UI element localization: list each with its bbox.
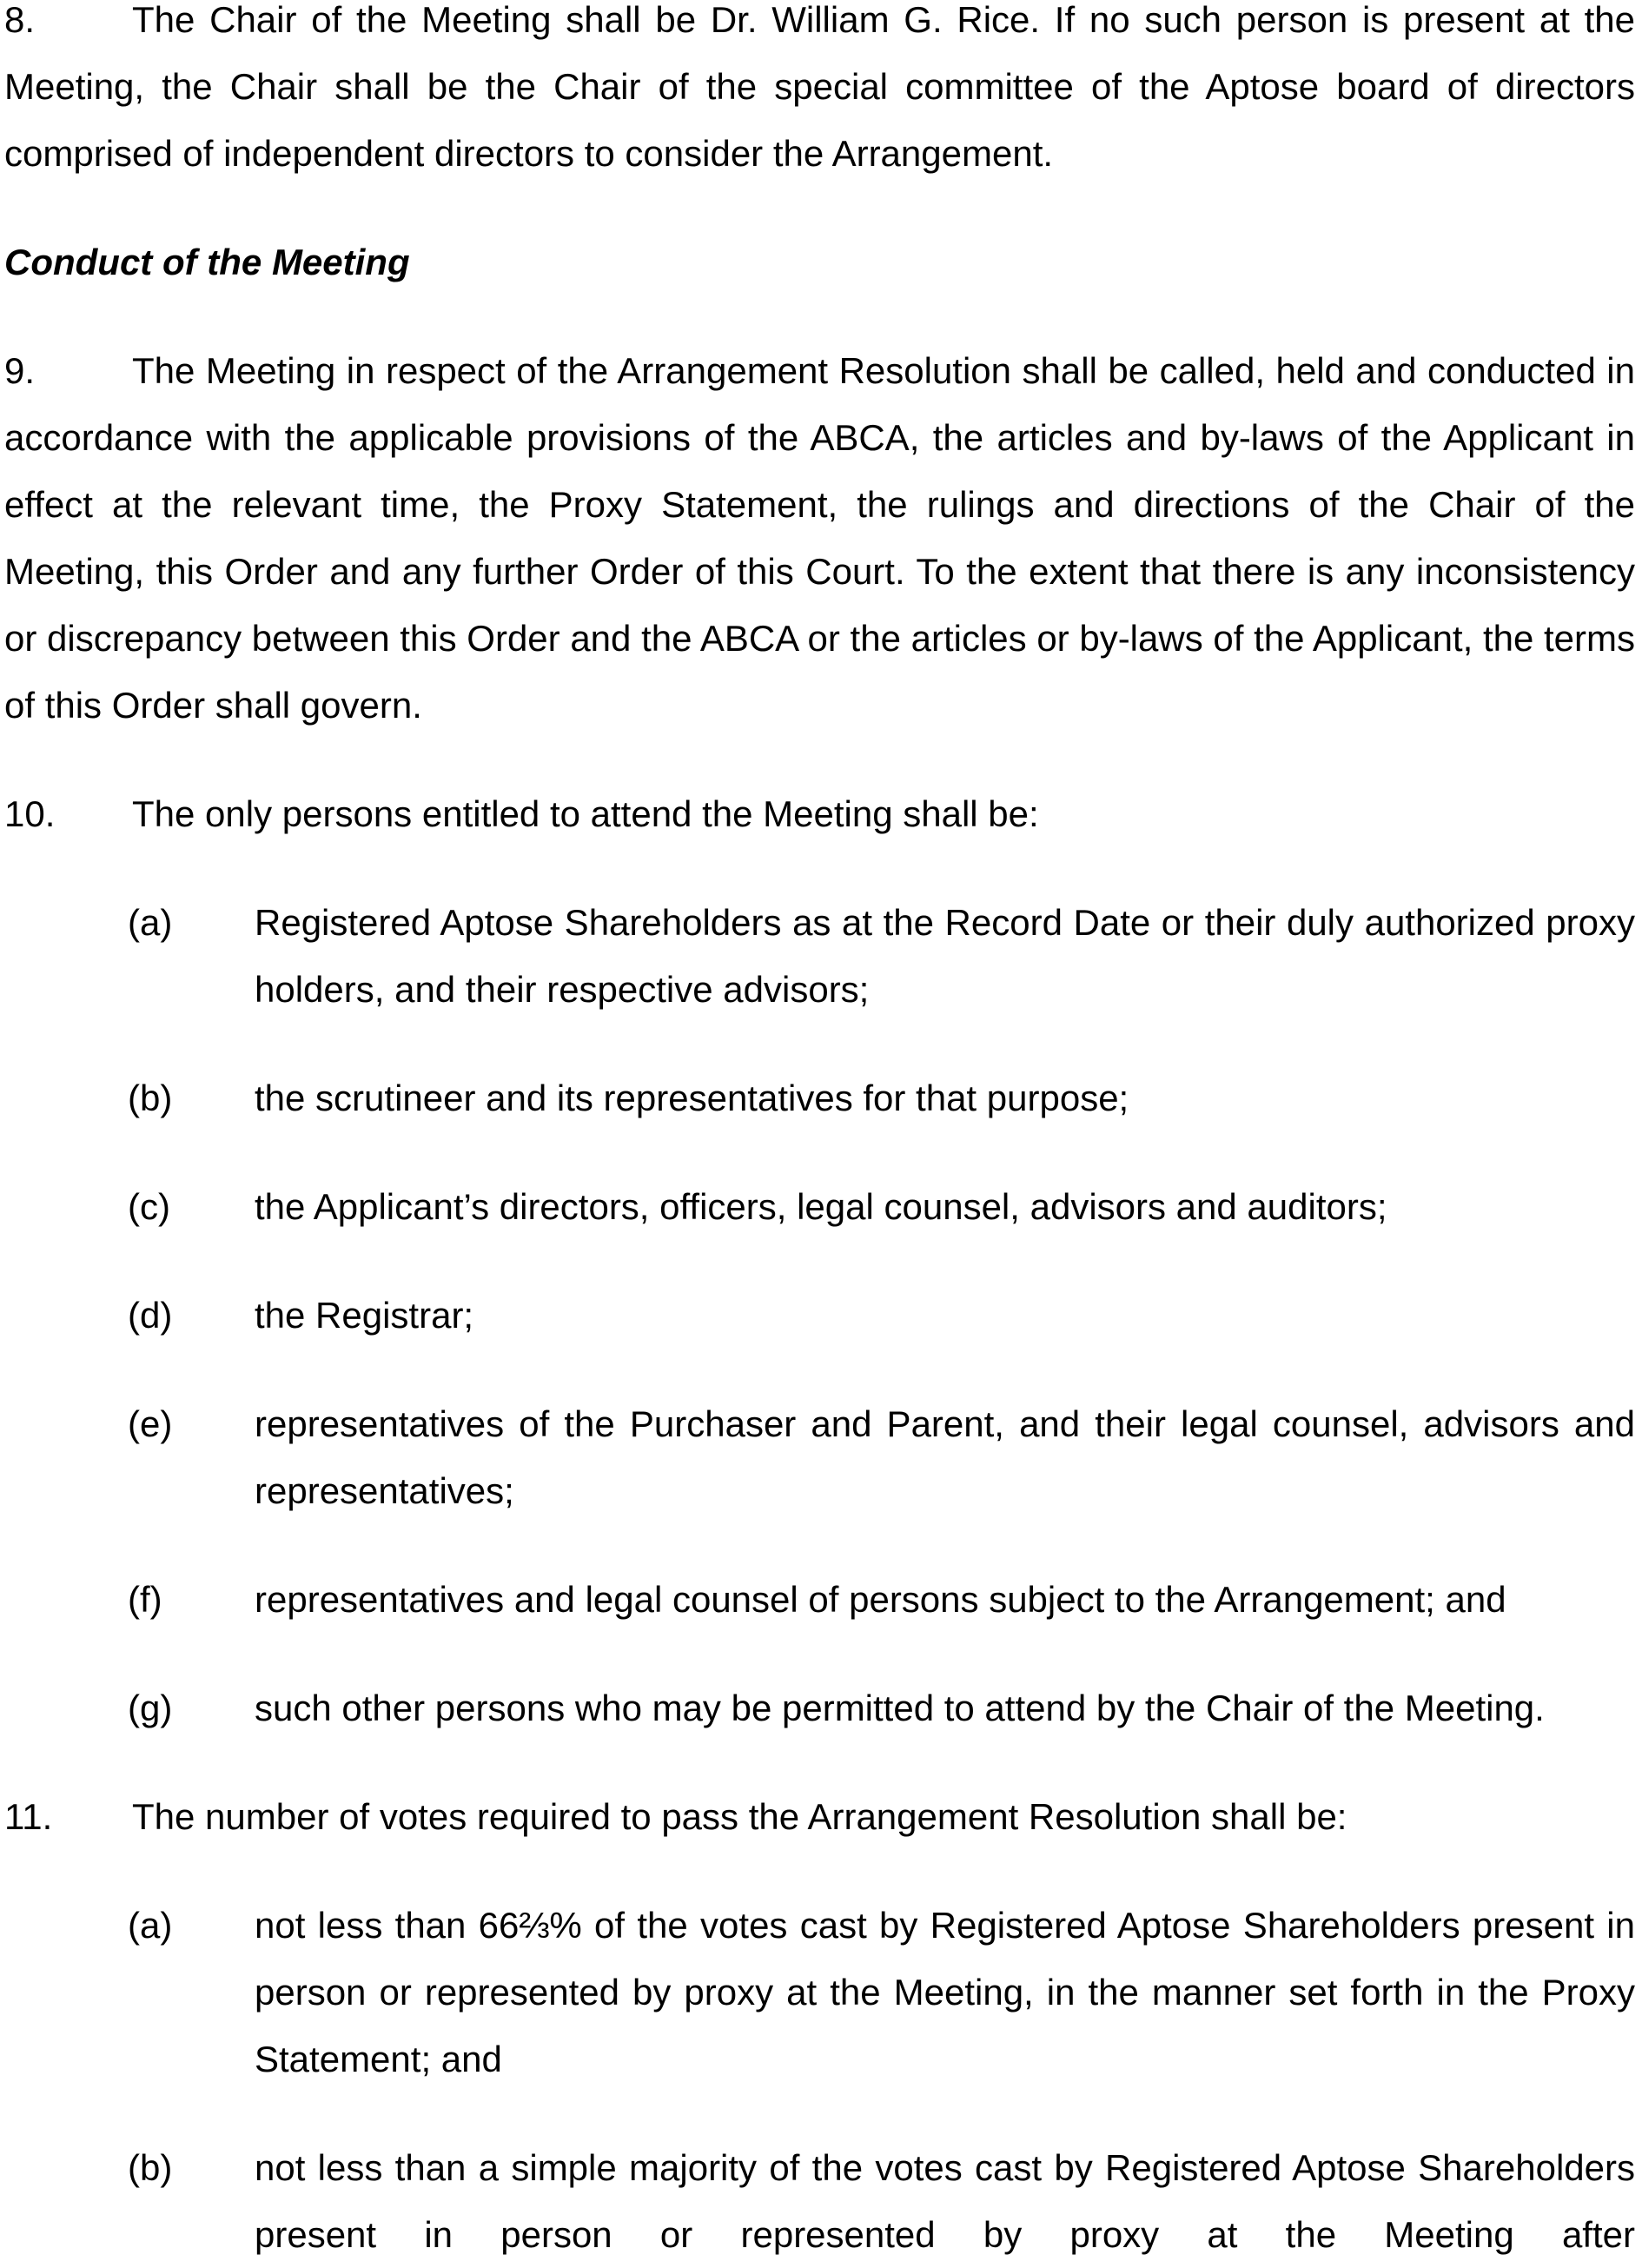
list-item-11a-marker: (a) <box>128 1905 173 1946</box>
paragraph-9 <box>4 337 1635 739</box>
list-item-10c <box>4 1173 1635 1240</box>
list-item-10f <box>4 1566 1635 1633</box>
paragraph-8-text: The Chair of the Meeting shall be Dr. William G. Rice. If no such person is present at the Meeting, the Chair shall be the Chair of the special committee of the Aptose board of directors comprised of independent directors to consider the Arrangement. <box>4 0 1635 174</box>
list-item-10c-text: the Applicant’s directors, officers, legal counsel, advisors and auditors; <box>255 1186 1387 1227</box>
list-item-11b <box>4 2134 1635 2268</box>
list-item-10f-text: representatives and legal counsel of persons subject to the Arrangement; and <box>255 1579 1506 1620</box>
list-item-11b-text: not less than a simple majority of the votes cast by Registered Aptose Shareholders present in person or represented by proxy at the Meeting after <box>255 2147 1635 2255</box>
paragraph-10-number: 10. <box>4 793 56 834</box>
paragraph-9-number: 9. <box>4 350 36 391</box>
list-item-11b-marker: (b) <box>128 2147 173 2188</box>
list-item-10a <box>4 889 1635 1023</box>
paragraph-11 <box>4 1783 1635 1850</box>
list-item-10e-text: representatives of the Purchaser and Parent, and their legal counsel, advisors and representatives; <box>255 1403 1635 1511</box>
list-item-10b <box>4 1064 1635 1131</box>
list-item-10a-text: Registered Aptose Shareholders as at the Record Date or their duly authorized proxy holders, and their respective advisors; <box>255 902 1635 1010</box>
list-item-10g <box>4 1674 1635 1741</box>
list-item-10e-marker: (e) <box>128 1403 173 1444</box>
paragraph-10-text: The only persons entitled to attend the Meeting shall be: <box>132 793 1039 834</box>
section-heading-conduct-of-the-meeting: Conduct of the Meeting <box>4 242 410 282</box>
list-item-10g-marker: (g) <box>128 1688 173 1728</box>
paragraph-11-number: 11. <box>4 1796 53 1837</box>
list-item-10a-marker: (a) <box>128 902 173 943</box>
list-item-11a-text: not less than 66⅔% of the votes cast by Registered Aptose Shareholders present in person or represented by proxy at the Meeting, in the manner set forth in the Proxy Statement; and <box>255 1905 1635 2079</box>
list-item-10d-marker: (d) <box>128 1295 173 1336</box>
paragraph-8-number: 8. <box>4 0 36 40</box>
paragraph-9-text: The Meeting in respect of the Arrangement Resolution shall be called, held and conducted in accordance with the applicable provisions of the ABCA, the articles and by-laws of the Applicant in effect at the relevant time, the Proxy Statement, the rulings and directions of the Chair of the Meeting, this Order and any further Order of this Court. To the extent that there is any inconsistency or discrepancy between this Order and the ABCA or the articles or by-laws of the Applicant, the terms of this Order shall govern. <box>4 350 1635 726</box>
list-item-10c-marker: (c) <box>128 1186 170 1227</box>
paragraph-11-text: The number of votes required to pass the Arrangement Resolution shall be: <box>132 1796 1347 1837</box>
paragraph-8 <box>4 0 1635 187</box>
list-item-10f-marker: (f) <box>128 1579 162 1620</box>
list-item-11a <box>4 1892 1635 2092</box>
list-item-10d-text: the Registrar; <box>255 1295 474 1336</box>
list-item-10g-text: such other persons who may be permitted to attend by the Chair of the Meeting. <box>255 1688 1545 1728</box>
paragraph-10 <box>4 780 1635 847</box>
list-item-10d <box>4 1282 1635 1349</box>
list-item-10e <box>4 1390 1635 1524</box>
list-item-10b-text: the scrutineer and its representatives for that purpose; <box>255 1078 1129 1118</box>
list-item-10b-marker: (b) <box>128 1078 173 1118</box>
